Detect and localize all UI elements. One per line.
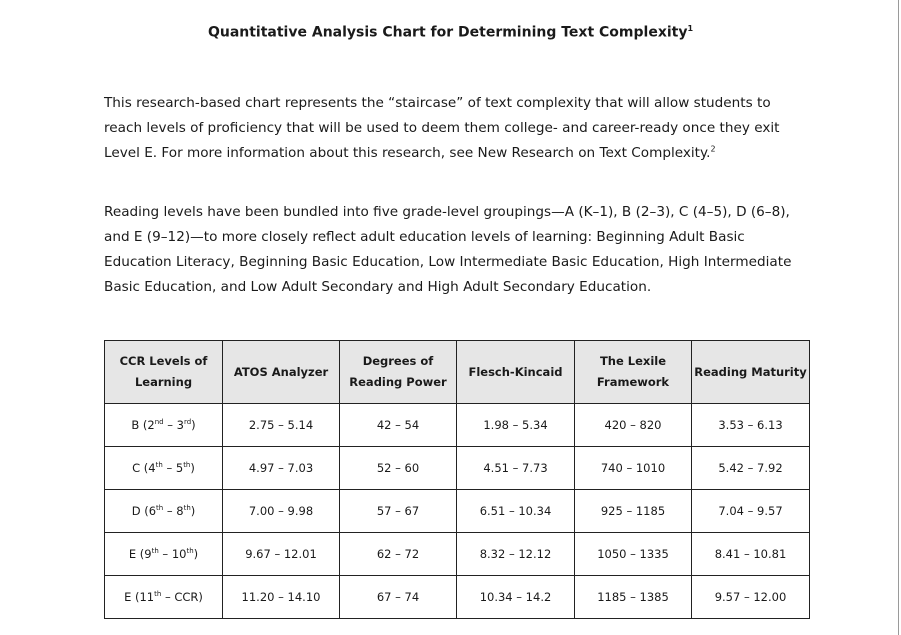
grouping-paragraph-text: Reading levels have been bundled into five grade-level groupings—A (K–1), B (2–3), C (4–5), D (6–8), and E (9–12)—to more closely reflect adult education levels of learning: Beginning Adult Basic Education Literacy, Beginning Basic Education, Low Intermediate Basic Education, High Intermediate Basic Education, and Low Adult Secondary and High Adult Secondary Education. <box>104 204 792 295</box>
flesch-kincaid-cell: 1.98 – 5.34 <box>457 404 575 447</box>
lexile-cell: 1050 – 1335 <box>575 533 692 576</box>
level-cell: E (9th – 10th) <box>105 533 223 576</box>
lexile-cell: 740 – 1010 <box>575 447 692 490</box>
header-ccr-levels: CCR Levels of Learning <box>105 341 223 404</box>
drp-cell: 52 – 60 <box>340 447 457 490</box>
table-row <box>105 490 810 533</box>
text-complexity-table <box>104 340 810 619</box>
table-row <box>105 576 810 619</box>
atos-cell: 9.67 – 12.01 <box>223 533 340 576</box>
atos-cell: 7.00 – 9.98 <box>223 490 340 533</box>
title-footnote-marker: 1 <box>687 24 694 33</box>
intro-paragraph-text: This research-based chart represents the “staircase” of text complexity that will allow students to reach levels of proficiency that will be used to deem them college- and career-ready once they exit Level E. For more information about this research, see New Research on Text Complexity. <box>104 95 780 161</box>
drp-cell: 67 – 74 <box>340 576 457 619</box>
lexile-cell: 1185 – 1385 <box>575 576 692 619</box>
lexile-cell: 925 – 1185 <box>575 490 692 533</box>
intro-paragraph <box>104 91 804 166</box>
flesch-kincaid-cell: 8.32 – 12.12 <box>457 533 575 576</box>
flesch-kincaid-cell: 4.51 – 7.73 <box>457 447 575 490</box>
page-edge <box>898 0 899 635</box>
table-row <box>105 533 810 576</box>
lexile-cell: 420 – 820 <box>575 404 692 447</box>
header-flesch-kincaid: Flesch-Kincaid <box>457 341 575 404</box>
level-cell: B (2nd – 3rd) <box>105 404 223 447</box>
atos-cell: 11.20 – 14.10 <box>223 576 340 619</box>
header-reading-maturity: Reading Maturity <box>692 341 810 404</box>
atos-cell: 4.97 – 7.03 <box>223 447 340 490</box>
grouping-paragraph <box>104 200 804 300</box>
level-cell: E (11th – CCR) <box>105 576 223 619</box>
reading-maturity-cell: 8.41 – 10.81 <box>692 533 810 576</box>
page-title <box>0 24 901 41</box>
header-atos: ATOS Analyzer <box>223 341 340 404</box>
reading-maturity-cell: 3.53 – 6.13 <box>692 404 810 447</box>
drp-cell: 62 – 72 <box>340 533 457 576</box>
reading-maturity-cell: 7.04 – 9.57 <box>692 490 810 533</box>
title-text: Quantitative Analysis Chart for Determining Text Complexity <box>207 24 688 41</box>
level-cell: D (6th – 8th) <box>105 490 223 533</box>
drp-cell: 42 – 54 <box>340 404 457 447</box>
table-row <box>105 447 810 490</box>
reading-maturity-cell: 5.42 – 7.92 <box>692 447 810 490</box>
header-lexile: The Lexile Framework <box>575 341 692 404</box>
level-cell: C (4th – 5th) <box>105 447 223 490</box>
flesch-kincaid-cell: 6.51 – 10.34 <box>457 490 575 533</box>
reading-maturity-cell: 9.57 – 12.00 <box>692 576 810 619</box>
intro-footnote-marker: 2 <box>710 144 716 154</box>
drp-cell: 57 – 67 <box>340 490 457 533</box>
table-row <box>105 404 810 447</box>
flesch-kincaid-cell: 10.34 – 14.2 <box>457 576 575 619</box>
atos-cell: 2.75 – 5.14 <box>223 404 340 447</box>
table-header-row <box>105 341 810 404</box>
header-drp: Degrees of Reading Power <box>340 341 457 404</box>
